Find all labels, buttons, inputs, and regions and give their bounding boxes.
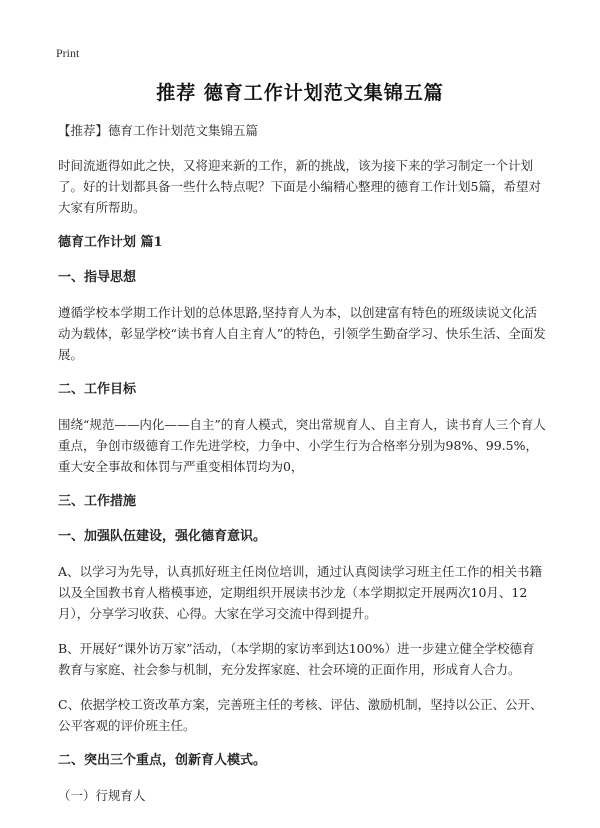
paragraph-conduct-education: （一）行规育人	[58, 788, 146, 803]
paragraph-measure-a: A、以学习为先导，认真抓好班主任岗位培训，通过认真阅读学习班主任工作的相关书籍以及全国教书育人楷模事迹，定期组织开展读书沙龙（本学期拟定开展两次10月、12月），分享学习收获、心得。大家在学习交流中得到提升。	[58, 564, 543, 621]
heading-team-building: 一、加强队伍建设，强化德育意识。	[58, 529, 267, 544]
paragraph-measure-c: C、依据学校工资改革方案，完善班主任的考核、评估、激励机制，坚持以公正、公开、公平客观的评价班主任。	[58, 697, 543, 733]
print-link[interactable]: Print	[56, 46, 80, 60]
document-subtitle: 【推荐】德育工作计划范文集锦五篇	[58, 123, 259, 138]
heading-work-measures: 三、工作措施	[58, 494, 137, 509]
paragraph-measure-b: B、开展好“课外访万家”活动，（本学期的家访率到达100%）进一步建立健全学校德育教育与家庭、社会参与机制，充分发挥家庭、社会环境的正面作用，形成育人合力。	[58, 641, 535, 677]
document-body	[58, 120, 546, 820]
heading-guiding-ideology: 一、指导思想	[58, 270, 137, 285]
paragraph-guiding-ideology: 遵循学校本学期工作计划的总体思路,坚持育人为本，以创建富有特色的班级读说文化活动为载体，彰显学校“读书育人自主育人”的特色，引领学生勤奋学习、快乐生活、全面发展。	[58, 305, 546, 362]
intro-paragraph: 时间流逝得如此之快，又将迎来新的工作，新的挑战，该为接下来的学习制定一个计划了。好的计划都具备一些什么特点呢？下面是小编精心整理的德育工作计划5篇，希望对大家有所帮助。	[58, 158, 541, 215]
heading-three-focus-points: 二、突出三个重点，创新育人模式。	[58, 753, 267, 768]
heading-work-goals: 二、工作目标	[58, 382, 137, 397]
page-title: 推荐 德育工作计划范文集锦五篇	[156, 82, 444, 104]
paragraph-work-goals: 围绕“规范——内化——自主”的育人模式，突出常规育人、自主育人，读书育人三个育人重点，争创市级德育工作先进学校，力争中、小学生行为合格率分别为98%、99.5%，重大安全事故和体罚与严重变相体罚均为0，	[58, 417, 546, 474]
section-title: 德育工作计划 篇1	[58, 235, 163, 250]
